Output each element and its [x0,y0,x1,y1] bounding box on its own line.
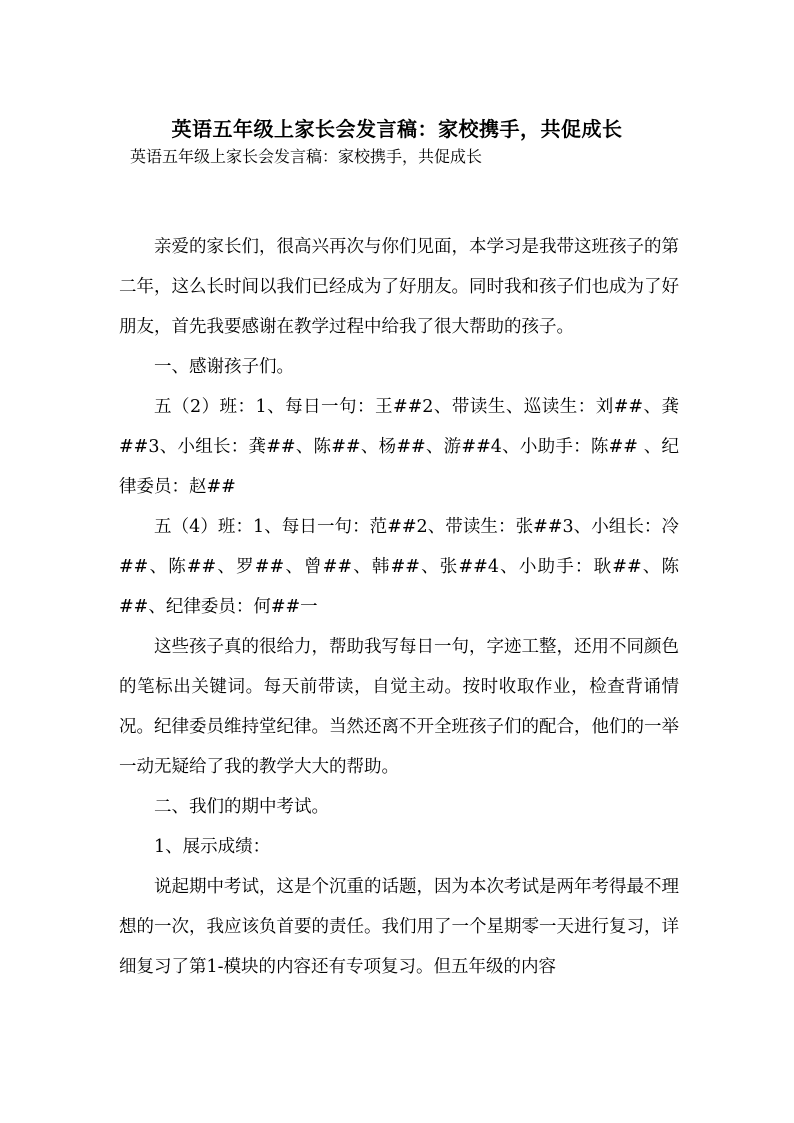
paragraph-exam-review: 说起期中考试，这是个沉重的话题，因为本次考试是两年考得最不理想的一次，我应该负首要的责任。我们用了一个星期零一天进行复习，详细复习了第1-模块的内容还有专项复习。但五年级的内容 [119,877,679,977]
paragraph-praise: 这些孩子真的很给力，帮助我写每日一句，字迹工整，还用不同颜色的笔标出关键词。每天前带读，自觉主动。按时收取作业，检查背诵情况。纪律委员维持堂纪律。当然还离不开全班孩子们的配合，他们的一举一动无疑给了我的教学大大的帮助。 [119,637,679,777]
document-body [119,227,679,987]
subheading-results: 1、展示成绩： [154,837,271,857]
section-heading-thanks: 一、感谢孩子们。 [154,357,294,377]
paragraph-class-5-2: 五（2）班：1、每日一句：王##2、带读生、巡读生：刘##、龚##3、小组长：龚##、陈##、杨##、游##4、小助手：陈## 、纪律委员：赵## [119,397,679,497]
document-subtitle: 英语五年级上家长会发言稿：家校携手，共促成长 [130,147,483,166]
paragraph-class-5-4: 五（4）班：1、每日一句：范##2、带读生：张##3、小组长：冷##、陈##、罗##、曾##、韩##、张##4、小助手：耿##、陈##、纪律委员：何##一 [119,517,679,617]
paragraph-greeting: 亲爱的家长们，很高兴再次与你们见面，本学习是我带这班孩子的第二年，这么长时间以我们已经成为了好朋友。同时我和孩子们也成为了好朋友，首先我要感谢在教学过程中给我了很大帮助的孩子。 [119,237,679,337]
section-heading-midterm: 二、我们的期中考试。 [154,797,329,817]
document-title: 英语五年级上家长会发言稿：家校携手，共促成长 [171,117,623,142]
